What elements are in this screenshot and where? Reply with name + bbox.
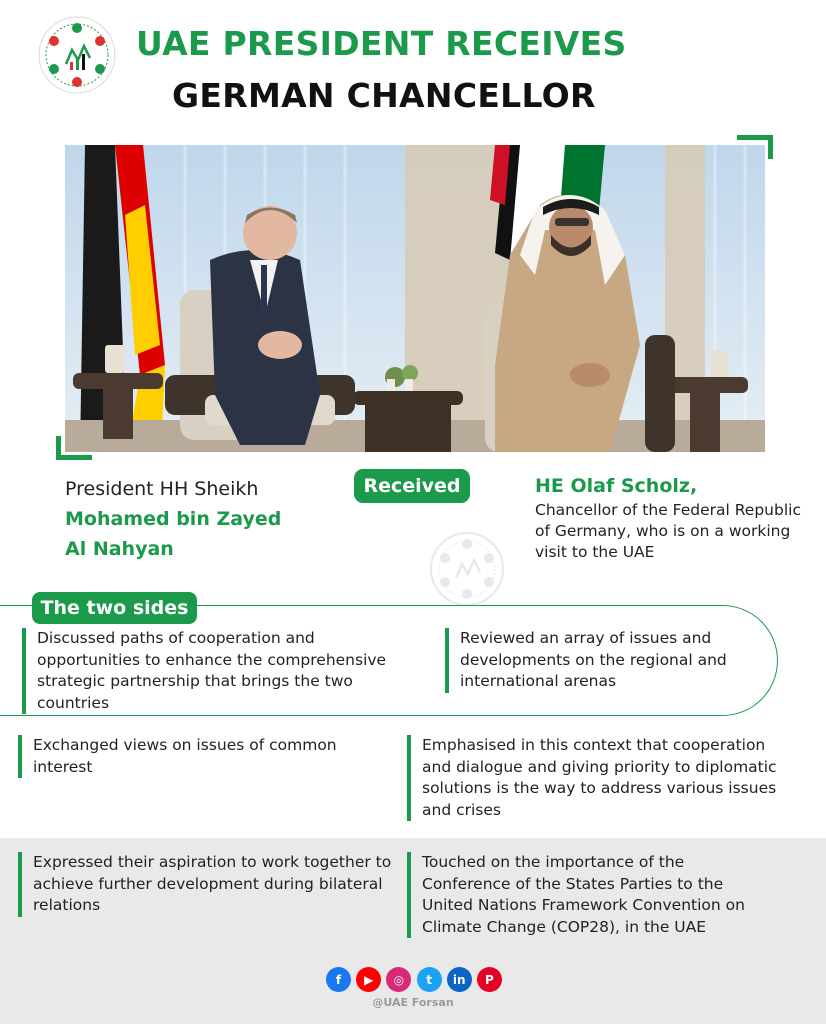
received-badge: Received <box>354 469 470 503</box>
point-further-development: Expressed their aspiration to work together to achieve further development during bilateral relations <box>18 852 398 917</box>
point-common-interest: Exchanged views on issues of common interest <box>18 735 388 778</box>
two-sides-label: The two sides <box>32 592 197 624</box>
guest-name: HE Olaf Scholz, <box>535 475 698 497</box>
watermark-logo-icon <box>428 530 506 608</box>
facebook-icon[interactable]: f <box>326 967 351 992</box>
point-cop28: Touched on the importance of the Conference of the States Parties to the United Nations Framework Convention on Climate Change (COP28), in the UAE <box>407 852 777 938</box>
pinterest-icon[interactable]: P <box>477 967 502 992</box>
host-block <box>65 474 345 564</box>
meeting-photo <box>65 145 765 452</box>
host-prefix: President HH Sheikh <box>65 478 259 500</box>
guest-description: Chancellor of the Federal Republic of Germany, who is on a working visit to the UAE <box>535 501 801 561</box>
guest-block <box>535 474 820 563</box>
point-cooperation: Discussed paths of cooperation and opportunities to enhance the comprehensive strategic partnership that brings the two countries <box>22 628 392 714</box>
host-name-line-1: Mohamed bin Zayed <box>65 508 282 530</box>
headline-line-1: UAE PRESIDENT RECEIVES <box>136 24 627 63</box>
uae-forsan-logo <box>36 14 118 96</box>
point-regional-issues: Reviewed an array of issues and developments on the regional and international arenas <box>445 628 775 693</box>
youtube-icon[interactable]: ▶ <box>356 967 381 992</box>
headline-line-2: GERMAN CHANCELLOR <box>172 76 596 115</box>
point-diplomatic-solutions: Emphasised in this context that cooperation and dialogue and giving priority to diplomatic solutions is the way to address various issues and crises <box>407 735 777 821</box>
instagram-icon[interactable]: ◎ <box>386 967 411 992</box>
linkedin-icon[interactable]: in <box>447 967 472 992</box>
social-handle: @UAE Forsan <box>372 996 454 1009</box>
host-name-line-2: Al Nahyan <box>65 538 174 560</box>
twitter-icon[interactable]: t <box>417 967 442 992</box>
social-icons <box>326 967 502 993</box>
